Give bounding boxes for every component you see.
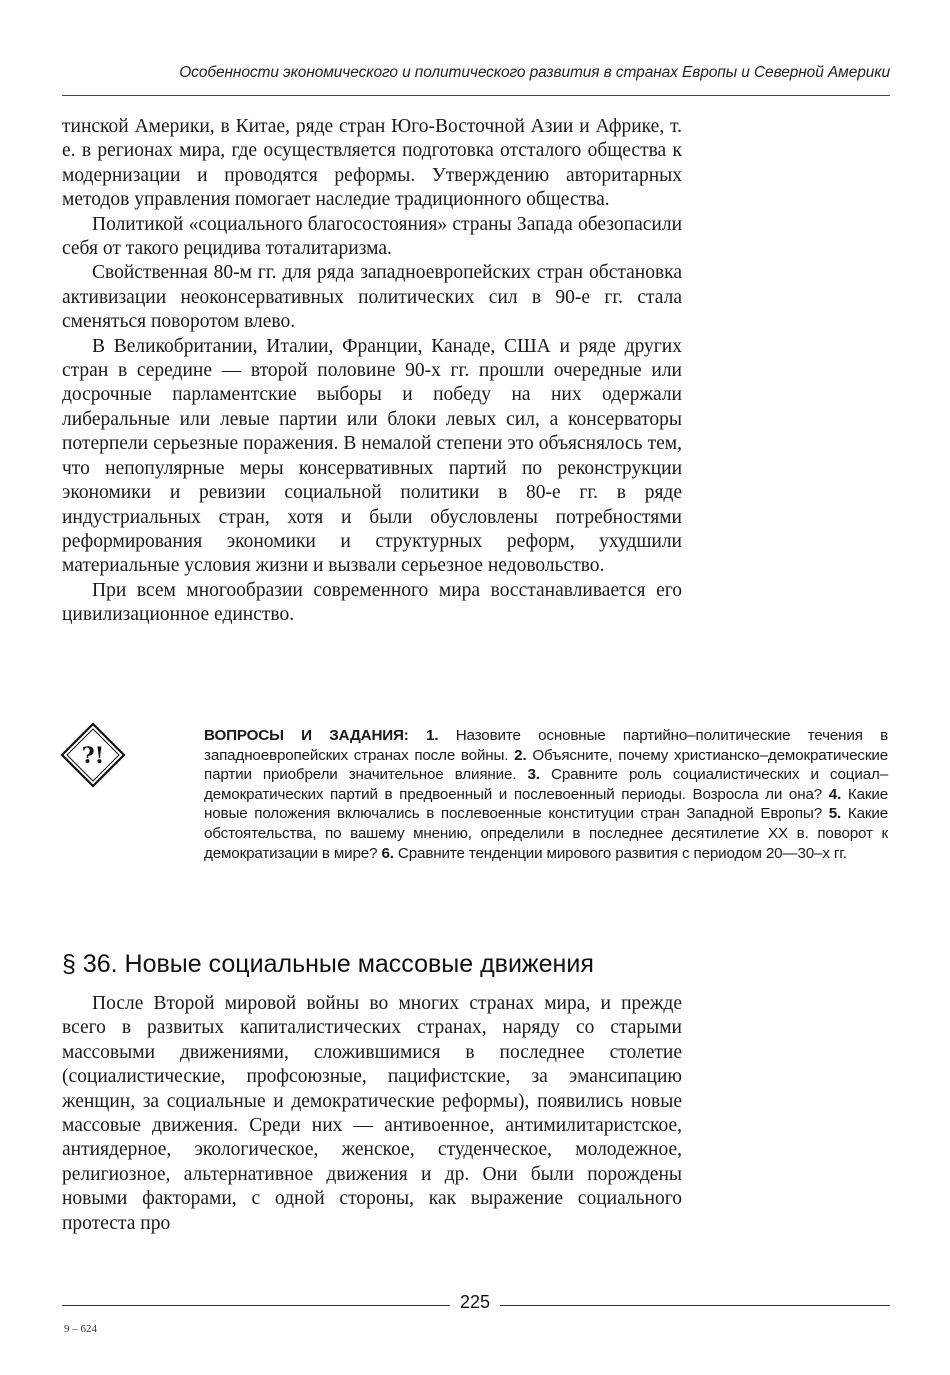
question-text: Объясните, почему христианско–демократические партии приобрели значительное влияние.: [204, 746, 889, 784]
printer-signature: 9 – 624: [64, 1323, 97, 1335]
questions-heading: ВОПРОСЫ И ЗАДАНИЯ:: [204, 727, 409, 744]
question-number: 5.: [828, 805, 842, 823]
questions-block: [204, 726, 888, 863]
question-number: 6.: [381, 844, 394, 862]
header-divider: [62, 95, 890, 96]
question-text: Какие новые положения включались в послевоенные конституции стран Западной Европы?: [204, 785, 888, 823]
question-number: 1.: [426, 727, 439, 744]
section-title: § 36. Новые социальные массовые движения: [62, 950, 594, 978]
questions-icon-glyph: ?!: [81, 743, 105, 769]
paragraph: тинской Америки, в Китае, ряде стран Юго-Восточной Азии и Африке, т. е. в регионах мира, где осуществляется подготовка отсталого общества к модернизации и проводятся реформы. Утверждению авторитарных методов управления помогает наследие традиционного общества.: [62, 116, 682, 211]
paragraph: Политикой «социального благосостояния» страны Запада обезопасили себя от такого рецидива тоталитаризма.: [62, 213, 682, 260]
top-text-block: [62, 115, 682, 628]
running-header: Особенности экономического и политического развития в странах Европы и Северной Америки: [179, 64, 890, 81]
question-number: 3.: [527, 766, 540, 784]
paragraph: В Великобритании, Италии, Франции, Канаде, США и ряде других стран в середине — второй половине 90-х гг. прошли очередные или досрочные парламентские выборы и победу на них одержали либеральные или левые партии или блоки левых сил, а консерваторы потерпели серьезные поражения. В немалой степени это объяснялось тем, что непопулярные меры консервативных партий по реконструкции экономики и ревизии социальной политики в 80-е гг. в ряде индустриальных стран, хотя и были обусловлены потребностями реформирования экономики и структурных реформ, ухудшили материальные условия жизни и вызвали серьезное недовольство.: [62, 335, 682, 577]
paragraph: После Второй мировой войны во многих странах мира, и прежде всего в развитых капиталистических странах, наряду со старыми массовыми движениями, сложившимися в последнее столетие (социалистические, профсоюзные, пацифистские, за эмансипацию женщин, за социальные и демократические реформы), появились новые массовые движения. Среди них — антивоенное, антимилитаристское, антиядерное, экологическое, женское, студенческое, молодежное, религиозное, альтернативное движения и др. Они были порождены новыми факторами, с одной стороны, как выражение социального протеста про: [62, 993, 682, 1234]
question-number: 4.: [828, 785, 842, 803]
question-number: 2.: [514, 746, 527, 764]
paragraph: При всем многообразии современного мира восстанавливается его цивилизационное единство.: [62, 579, 682, 626]
question-text: Какие обстоятельства, по вашему мнению, определили в последнее десятилетие XX в. поворот к демократизации в мире?: [204, 805, 888, 862]
footer-rule-left: [62, 1305, 450, 1306]
paragraph: Свойственная 80-м гг. для ряда западноевропейских стран обстановка активизации неоконсервативных политических сил в 90-е гг. стала сменяться поворотом влево.: [62, 262, 682, 333]
question-text: Сравните тенденции мирового развития с периодом 20—30–х гг.: [397, 844, 847, 862]
footer-rule-right: [500, 1305, 890, 1306]
question-text: Сравните роль социалистических и социал–демократических партий в предвоенный и послевоенный периоды. Возросла ли она?: [204, 766, 888, 803]
page-number: 225: [459, 1292, 491, 1312]
questions-diamond-icon: [60, 722, 126, 788]
question-text: Назовите основные партийно–политические течения в западноевропейских странах после войны.: [204, 727, 889, 764]
bottom-text-block: [62, 992, 682, 1236]
